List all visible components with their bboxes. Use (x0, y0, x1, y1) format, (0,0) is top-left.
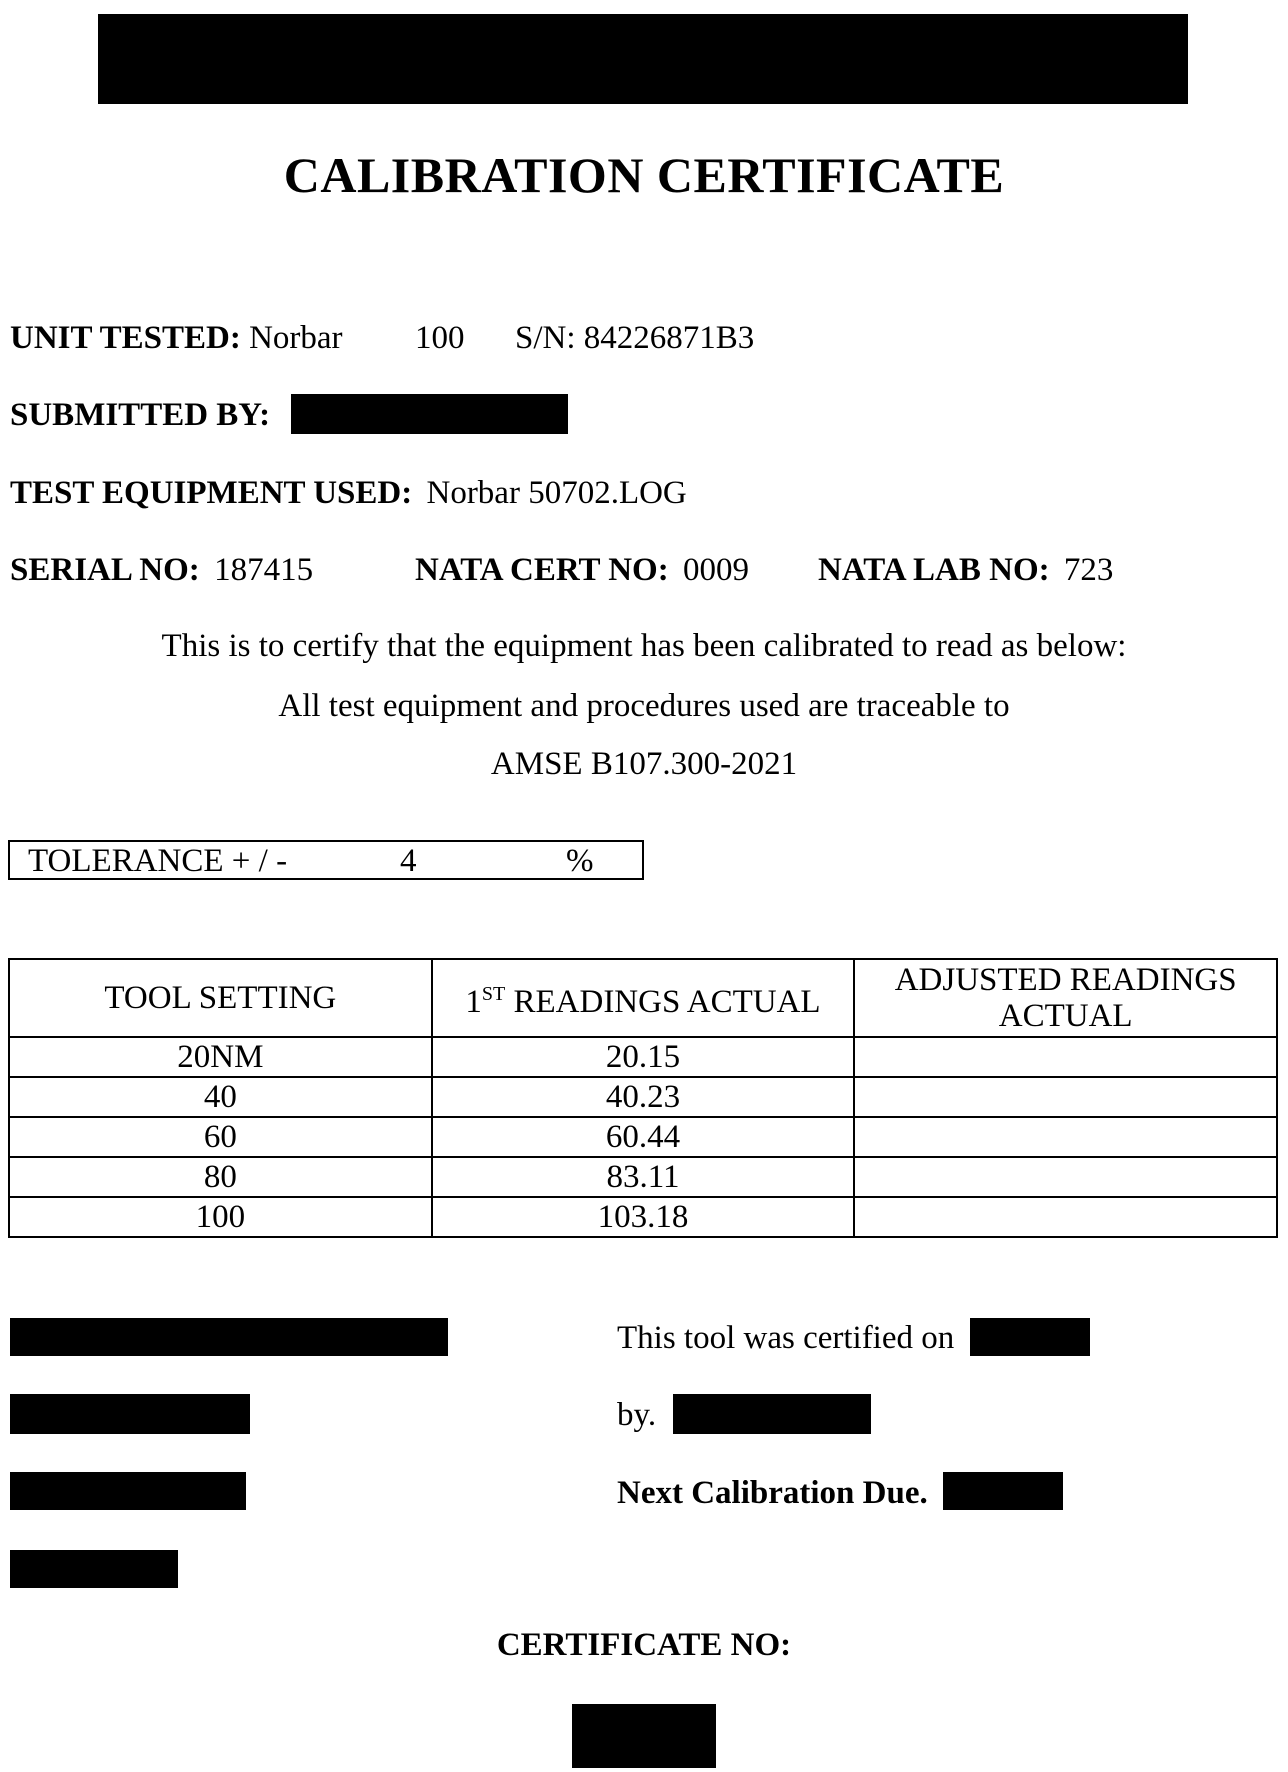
cell-setting: 60 (9, 1117, 432, 1157)
statement-line-3: AMSE B107.300-2021 (490, 746, 798, 782)
table-row (9, 1157, 1277, 1197)
header-adjusted-line-1: ADJUSTED READINGS (894, 962, 1237, 998)
cell-adjusted-reading (854, 1037, 1277, 1077)
tolerance-label: TOLERANCE + / - (28, 843, 288, 879)
nata-cert-no (415, 552, 749, 589)
redacted-address-line-1 (10, 1318, 448, 1356)
cell-first-reading: 83.11 (432, 1157, 855, 1197)
header-adjusted-readings (854, 959, 1277, 1037)
redacted-address-line-2 (10, 1394, 250, 1434)
tolerance-value: 4 (400, 843, 417, 879)
table-row (9, 1037, 1277, 1077)
header-adjusted-line-2: ACTUAL (998, 998, 1133, 1034)
unit-model: 100 (415, 320, 465, 356)
header-first-num: 1 (465, 984, 482, 1020)
redacted-certifier (673, 1394, 871, 1434)
statement-line-1: This is to certify that the equipment has been calibrated to read as below: (161, 628, 1127, 664)
tolerance-box (8, 840, 644, 880)
unit-make: Norbar (249, 320, 343, 356)
redacted-address-line-3 (10, 1472, 246, 1510)
redacted-certificate-number (572, 1704, 716, 1768)
certified-on-text: This tool was certified on (617, 1320, 955, 1356)
page-title: CALIBRATION CERTIFICATE (283, 147, 1005, 203)
table-row (9, 1197, 1277, 1237)
certificate-no-label: CERTIFICATE NO: (496, 1627, 792, 1663)
cell-first-reading: 20.15 (432, 1037, 855, 1077)
unit-serial-value: 84226871B3 (583, 320, 755, 356)
tolerance-unit: % (566, 843, 594, 879)
cell-setting: 100 (9, 1197, 432, 1237)
redacted-next-due-date (943, 1472, 1063, 1510)
cell-first-reading: 60.44 (432, 1117, 855, 1157)
serial-no-label: SERIAL NO: (10, 552, 200, 588)
redacted-header-banner (98, 14, 1188, 104)
readings-table (8, 958, 1278, 1238)
unit-serial-label: S/N: (515, 320, 576, 356)
cell-setting: 40 (9, 1077, 432, 1117)
unit-serial (515, 320, 754, 357)
cell-first-reading: 103.18 (432, 1197, 855, 1237)
redacted-address-line-4 (10, 1550, 178, 1588)
redacted-submitter (291, 394, 568, 434)
unit-tested-line: UNIT TESTED: Norbar (10, 320, 343, 356)
test-equipment-value: Norbar 50702.LOG (426, 475, 687, 511)
cell-adjusted-reading (854, 1117, 1277, 1157)
test-equipment-line (10, 475, 687, 512)
cell-adjusted-reading (854, 1197, 1277, 1237)
nata-lab-no (818, 552, 1113, 589)
header-first-rest: READINGS ACTUAL (505, 984, 821, 1020)
cell-adjusted-reading (854, 1157, 1277, 1197)
nata-lab-value: 723 (1063, 552, 1114, 588)
table-row (9, 1077, 1277, 1117)
cell-setting: 20NM (9, 1037, 432, 1077)
header-tool-setting: TOOL SETTING (9, 959, 432, 1037)
header-first-sup: ST (481, 983, 506, 1005)
table-row (9, 1117, 1277, 1157)
certified-by-text: by. (617, 1397, 657, 1433)
unit-tested-label: UNIT TESTED (10, 320, 230, 356)
nata-cert-value: 0009 (682, 552, 749, 588)
serial-no-value: 187415 (214, 552, 314, 588)
cell-adjusted-reading (854, 1077, 1277, 1117)
cell-first-reading: 40.23 (432, 1077, 855, 1117)
nata-cert-label: NATA CERT NO: (415, 552, 669, 588)
cell-setting: 80 (9, 1157, 432, 1197)
table-header-row (9, 959, 1277, 1037)
test-equipment-label: TEST EQUIPMENT USED: (10, 475, 413, 511)
redacted-certified-date (970, 1318, 1090, 1356)
submitted-by-label: SUBMITTED BY: (10, 397, 271, 433)
header-first-readings (432, 959, 855, 1037)
serial-no (10, 552, 313, 589)
next-calibration-due: Next Calibration Due. (617, 1475, 928, 1511)
statement-line-2: All test equipment and procedures used are traceable to (278, 688, 1010, 724)
nata-lab-label: NATA LAB NO: (818, 552, 1050, 588)
